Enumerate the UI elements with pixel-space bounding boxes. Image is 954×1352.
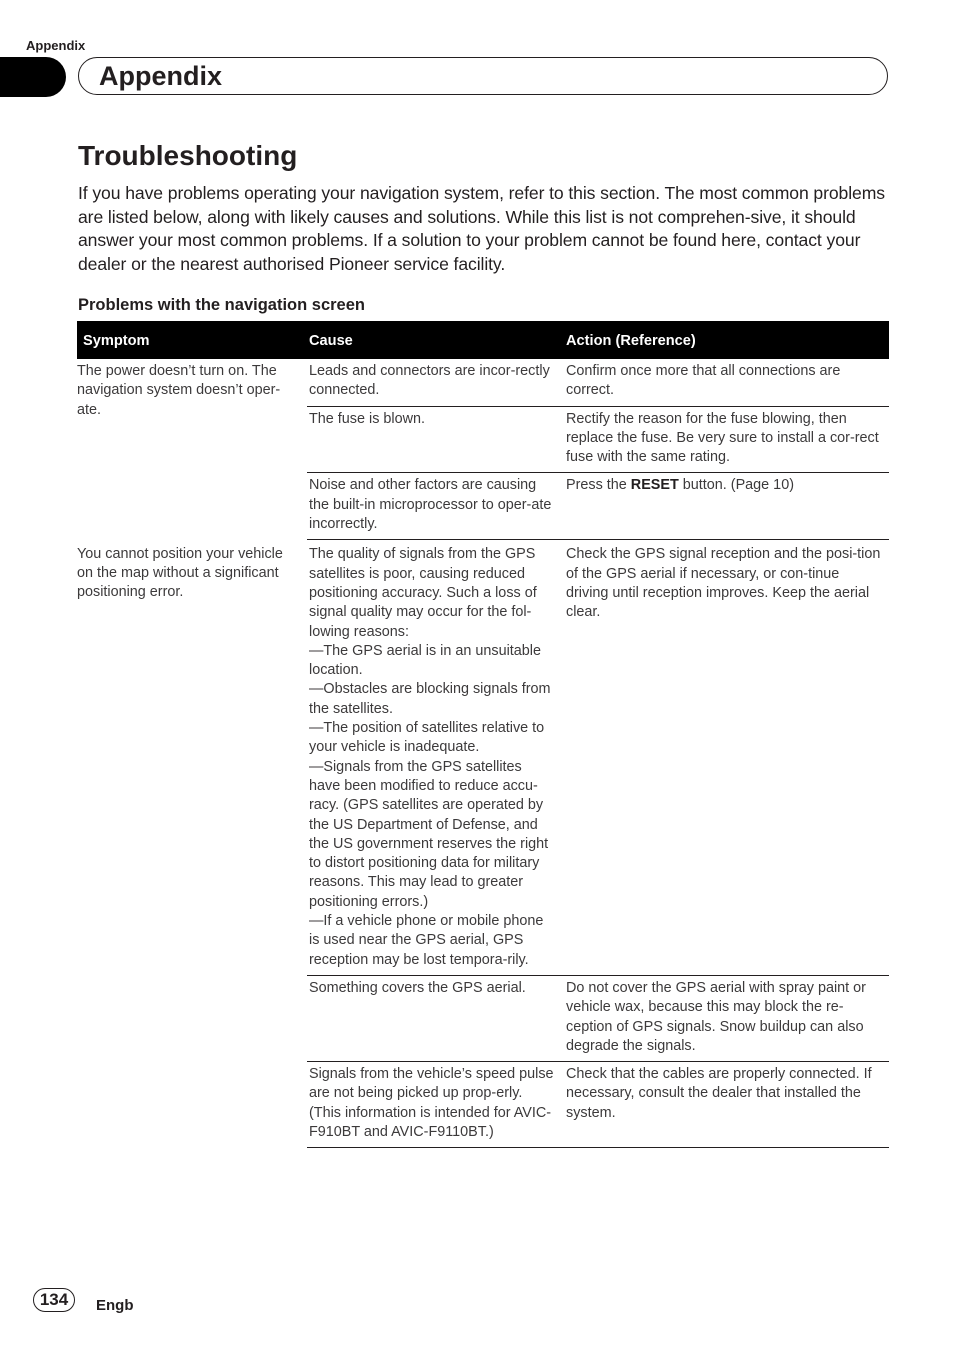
page-number: 134: [33, 1288, 75, 1312]
cause-text: The fuse is blown.: [309, 410, 425, 427]
section-header: [78, 57, 888, 95]
action-cell: [564, 359, 889, 406]
troubleshooting-table: [77, 321, 889, 1148]
action-cell: [564, 540, 889, 976]
cause-cell: [307, 540, 564, 976]
action-text: Rectify the reason for the fuse blowing, then replace the fuse. Be very sure to install a cor-rect fuse with the same rating.: [566, 410, 879, 466]
page-title: Troubleshooting: [78, 140, 298, 171]
action-cell: [564, 975, 889, 1061]
table-row: [77, 540, 889, 976]
cause-item: —If a vehicle phone or mobile phone is used near the GPS aerial, GPS reception may be lost tempora-rily.: [309, 913, 544, 968]
action-text: Do not cover the GPS aerial with spray paint or vehicle wax, because this may block the re-ception of GPS signals. Snow buildup can also degrade the signals.: [566, 979, 866, 1054]
cause-item: —The position of satellites relative to your vehicle is inadequate.: [309, 720, 545, 756]
section-title: Appendix: [99, 61, 223, 91]
action-text: Check that the cables are properly connected. If necessary, consult the dealer that installed the system.: [566, 1066, 872, 1121]
section-tab-marker: [0, 57, 66, 97]
reset-button-label: RESET: [630, 477, 679, 494]
language-code: Engb: [96, 1297, 134, 1314]
intro-paragraph: If you have problems operating your navigation system, refer to this section. The most common problems are listed below, along with likely causes and solutions. While this list is not comprehen-sive, it should answer your most common problems. If a solution to your problem cannot be found here, contact your dealer or the nearest authorised Pioneer service facility.: [78, 183, 885, 274]
symptom-cell: [77, 540, 307, 1148]
cause-item: —Obstacles are blocking signals from the satellites.: [309, 681, 551, 717]
cause-text: Noise and other factors are causing the built-in microprocessor to oper-ate incorrectly.: [309, 477, 552, 533]
action-cell: [564, 406, 889, 473]
cause-item: —Signals from the GPS satellites have been modified to reduce accu-racy. (GPS satellites are operated by the US Department of Defense, and the US government reserves the right to distort positioning data for military reasons. This may lead to greater positioning errors.): [309, 758, 549, 910]
cause-text: Something covers the GPS aerial.: [309, 979, 526, 996]
cause-text: Leads and connectors are incor-rectly connected.: [309, 363, 550, 399]
cause-cell: [307, 406, 564, 473]
action-text-post: button. (Page 10): [678, 477, 794, 494]
header-action: Action (Reference): [564, 321, 889, 359]
table-row: [77, 359, 889, 406]
table-header-row: [77, 321, 889, 359]
symptom-text: The power doesn’t turn on. The navigation system doesn’t oper-ate.: [77, 363, 281, 418]
cause-intro: The quality of signals from the GPS satellites is poor, causing reduced positioning accuracy. Such a loss of signal quality may occur for the fol-lowing reasons:: [309, 546, 537, 640]
action-text-pre: Press the: [566, 477, 631, 494]
action-text: Confirm once more that all connections are correct.: [566, 363, 841, 399]
cause-cell: [307, 975, 564, 1061]
cause-item: —The GPS aerial is in an unsuitable location.: [309, 642, 541, 679]
cause-text: Signals from the vehicle’s speed pulse are not being picked up prop-erly. (This information is intended for AVIC-F910BT and AVIC-F9110BT.): [309, 1066, 554, 1140]
action-text: Check the GPS signal reception and the posi-tion of the GPS aerial if necessary, or con-tinue driving until reception improves. Keep the aerial clear.: [566, 546, 881, 621]
running-head: Appendix: [26, 38, 86, 53]
cause-cell: [307, 473, 564, 540]
symptom-cell: [77, 359, 307, 540]
header-symptom: Symptom: [77, 321, 307, 359]
action-cell: [564, 1062, 889, 1148]
cause-cell: [307, 1062, 564, 1148]
symptom-text: You cannot position your vehicle on the map without a significant positioning error.: [77, 545, 283, 601]
cause-cell: [307, 359, 564, 406]
header-cause: Cause: [307, 321, 564, 359]
action-cell: [564, 473, 889, 540]
table-caption: Problems with the navigation screen: [78, 296, 365, 314]
